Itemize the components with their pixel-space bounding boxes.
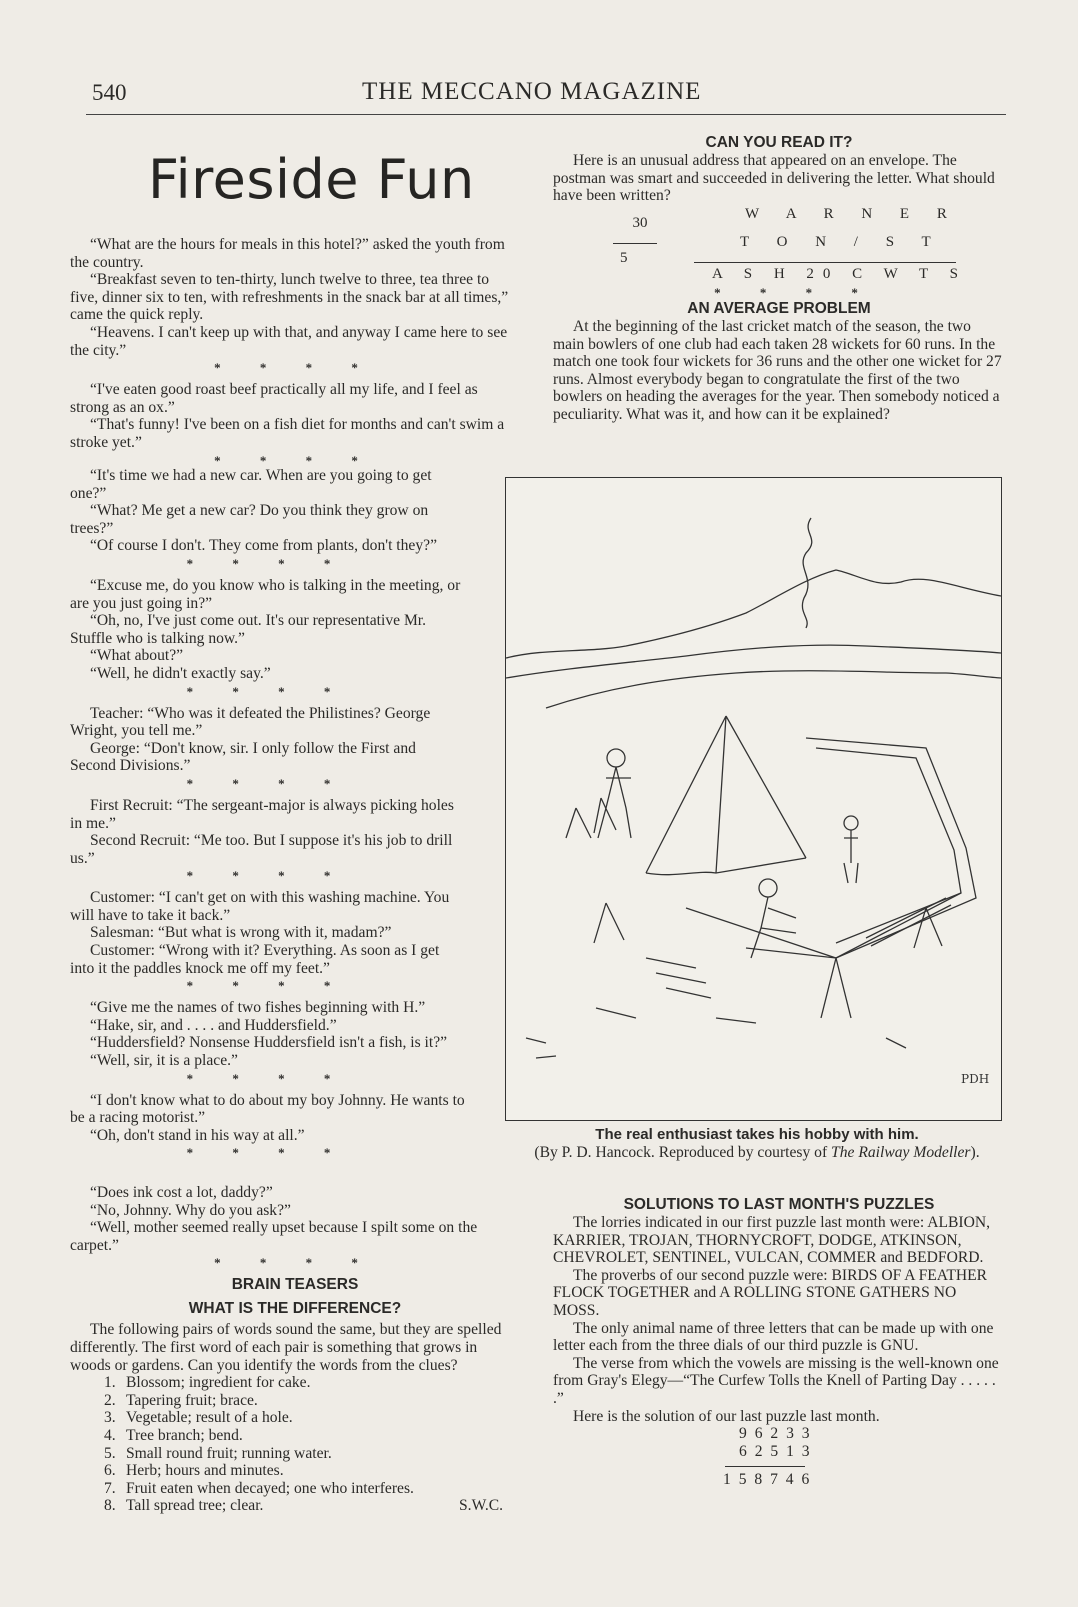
separator-stars: * * * *: [186, 868, 349, 884]
illustration: [505, 477, 1002, 1121]
joke-line: “Huddersfield? Nonsense Huddersfield isn't a fish, is it?”: [90, 1034, 448, 1052]
magazine-title: THE MECCANO MAGAZINE: [362, 78, 702, 105]
fraction-top: 30: [632, 215, 648, 231]
can-you-read-heading: CAN YOU READ IT?: [705, 134, 853, 151]
separator-stars: * * * *: [186, 775, 349, 791]
caption-credit: (By P. D. Hancock. Reproduced by courtesy of The Railway Modeller).: [534, 1143, 980, 1161]
separator-stars: * * * *: [214, 1255, 376, 1271]
joke-line: Teacher: “Who was it defeated the Philistines? George Wright, you tell me.”: [70, 704, 431, 740]
solution-paragraph: Here is the solution of our last puzzle last month.: [573, 1407, 880, 1425]
illustration-caption: [512, 1126, 1002, 1161]
separator-stars: * * * *: [186, 1145, 349, 1161]
address-line-3: A S H 20 C W T S: [712, 266, 968, 282]
sum-line-2: 6 2 5 1 3: [739, 1442, 812, 1460]
joke-line: “Oh, don't stand in his way at all.”: [90, 1126, 305, 1144]
separator-stars: * * * *: [214, 360, 376, 376]
solution-paragraph: The only animal name of three letters that can be made up with one letter each from the three dials of our third puzzle is GNU.: [553, 1319, 994, 1355]
separator-stars: * * * *: [214, 452, 376, 468]
separator-stars: * * * *: [186, 1070, 349, 1086]
difference-heading: WHAT IS THE DIFFERENCE?: [188, 1300, 402, 1318]
separator-stars: * * * *: [186, 555, 349, 571]
joke-line: “Well, mother seemed really upset because I spilt some on the carpet.”: [70, 1219, 478, 1254]
joke-line: “I've eaten good roast beef practically all my life, and I feel as strong as an ox.”: [70, 381, 478, 416]
jokes-section-c: [70, 1184, 520, 1515]
joke-line: “What? Me get a new car? Do you think they grow on trees?”: [70, 502, 429, 537]
list-item: 7. Fruit eaten when decayed; one who interferes.: [104, 1479, 414, 1497]
solutions-section: [553, 1196, 1005, 1489]
list-item: 1. Blossom; ingredient for cake.: [104, 1374, 311, 1392]
address-line-1: W A R N E R: [745, 205, 959, 222]
list-item: 2. Tapering fruit; brace.: [104, 1391, 258, 1409]
solution-paragraph: The verse from which the vowels are missing is the well-known one from Gray's Elegy—“The Curfew Tolls the Knell of Parting Day . . . . . .”: [553, 1354, 999, 1407]
article-title: Fireside Fun: [148, 148, 475, 211]
joke-line: First Recruit: “The sergeant-major is always picking holes in me.”: [70, 796, 454, 832]
brain-teasers-heading: BRAIN TEASERS: [231, 1276, 359, 1294]
joke-line: “Of course I don't. They come from plants, don't they?”: [90, 537, 437, 555]
joke-line: “Excuse me, do you know who is talking in the meeting, or are you just going in?”: [70, 576, 461, 612]
joke-line: “What about?”: [90, 647, 184, 665]
caption-title: The real enthusiast takes his hobby with him.: [595, 1126, 919, 1143]
joke-line: “It's time we had a new car. When are you going to get one?”: [70, 467, 432, 502]
joke-line: “Does ink cost a lot, daddy?”: [90, 1184, 273, 1201]
joke-line: Second Recruit: “Me too. But I suppose it's his job to drill us.”: [70, 832, 453, 867]
average-text: At the beginning of the last cricket match of the season, the two main bowlers of one club had each taken 28 wickets for 60 runs. In the match one took four wickets for 36 runs and the other one wicket for 27 runs. Almost everybody began to congratulate the first of the two bowlers on heading the averages for the year. Then somebody noticed a peculiarity. What was it, and how can it be explained?: [553, 318, 1002, 423]
joke-line: “What are the hours for meals in this hotel?” asked the youth from the country.: [70, 236, 505, 271]
author-signature: S.W.C.: [459, 1497, 504, 1515]
joke-line: “Breakfast seven to ten-thirty, lunch twelve to three, tea three to five, dinner six to ten, with refreshments in the snack bar at all times,” came the quick reply.: [70, 271, 509, 324]
sum-rule: [725, 1466, 805, 1467]
fraction-bar: [613, 243, 657, 244]
fraction-bottom: 5: [620, 250, 628, 266]
joke-line: Salesman: “But what is wrong with it, madam?”: [90, 924, 392, 942]
sum-line-1: 9 6 2 3 3: [739, 1425, 812, 1443]
average-section: [553, 300, 1005, 424]
address-line-2: T O N / S T: [740, 234, 943, 250]
artist-signature: PDH: [961, 1072, 990, 1086]
can-you-read-text: Here is an unusual address that appeared on an envelope. The postman was smart and succeeded in delivering the letter. What should have been written?: [553, 152, 995, 205]
joke-line: “Give me the names of two fishes beginning with H.”: [90, 999, 426, 1017]
header-rule: [86, 114, 1006, 115]
sum-total: 1 5 8 7 4 6: [723, 1471, 812, 1489]
teaser-list: [70, 1374, 520, 1515]
solution-paragraph: The lorries indicated in our first puzzle last month were: ALBION, KARRIER, TROJAN, THORNYCROFT, DODGE, ATKINSON, CHEVROLET, SENTINEL, VULCAN, COMMER and BEDFORD.: [553, 1214, 991, 1267]
list-item: 4. Tree branch; bend.: [104, 1426, 243, 1444]
joke-line: “Well, he didn't exactly say.”: [90, 664, 271, 682]
joke-line: George: “Don't know, sir. I only follow the First and Second Divisions.”: [70, 739, 416, 775]
joke-line: Customer: “Wrong with it? Everything. As soon as I get into it the paddles knock me off my feet.”: [70, 942, 440, 977]
list-item: 5. Small round fruit; running water.: [104, 1444, 332, 1462]
address-fraction: [620, 215, 660, 232]
page-header: [86, 78, 1006, 112]
solution-paragraph: The proverbs of our second puzzle were: BIRDS OF A FEATHER FLOCK TOGETHER and A ROLLING STONE GATHERS NO MOSS.: [553, 1266, 988, 1319]
list-item: 6. Herb; hours and minutes.: [104, 1462, 284, 1480]
list-item: 3. Vegetable; result of a hole.: [104, 1409, 293, 1427]
teaser-intro: The following pairs of words sound the same, but they are spelled differently. The first word of each pair is something that grows in woods or gardens. Can you identify the words from the clues?: [70, 1321, 502, 1374]
list-item: 8. Tall spread tree; clear. S.W.C.: [104, 1497, 504, 1515]
can-you-read-section: [553, 134, 1005, 223]
jokes-section-b: [70, 467, 465, 1166]
joke-line: “Oh, no, I've just come out. It's our representative Mr. Stuffle who is talking now.”: [70, 612, 427, 647]
joke-line: “That's funny! I've been on a fish diet for months and can't swim a stroke yet.”: [70, 416, 505, 451]
address-underline: [694, 262, 956, 263]
joke-line: “No, Johnny. Why do you ask?”: [90, 1201, 291, 1219]
jokes-section-a: [70, 236, 520, 474]
solutions-heading: SOLUTIONS TO LAST MONTH'S PUZZLES: [623, 1196, 935, 1213]
separator-stars: * * * *: [186, 978, 349, 994]
average-heading: AN AVERAGE PROBLEM: [687, 300, 871, 317]
page-number: 540: [92, 80, 127, 105]
separator-stars: * * * *: [714, 285, 876, 300]
joke-line: “I don't know what to do about my boy Johnny. He wants to be a racing motorist.”: [70, 1091, 465, 1127]
separator-stars: * * * *: [186, 683, 349, 699]
joke-line: “Well, sir, it is a place.”: [90, 1052, 238, 1070]
joke-line: Customer: “I can't get on with this washing machine. You will have to take it back.”: [70, 889, 450, 924]
camping-railway-illustration: [506, 478, 1001, 1120]
joke-line: “Hake, sir, and . . . . and Huddersfield.”: [90, 1016, 337, 1034]
joke-line: “Heavens. I can't keep up with that, and anyway I came here to see the city.”: [70, 323, 508, 359]
